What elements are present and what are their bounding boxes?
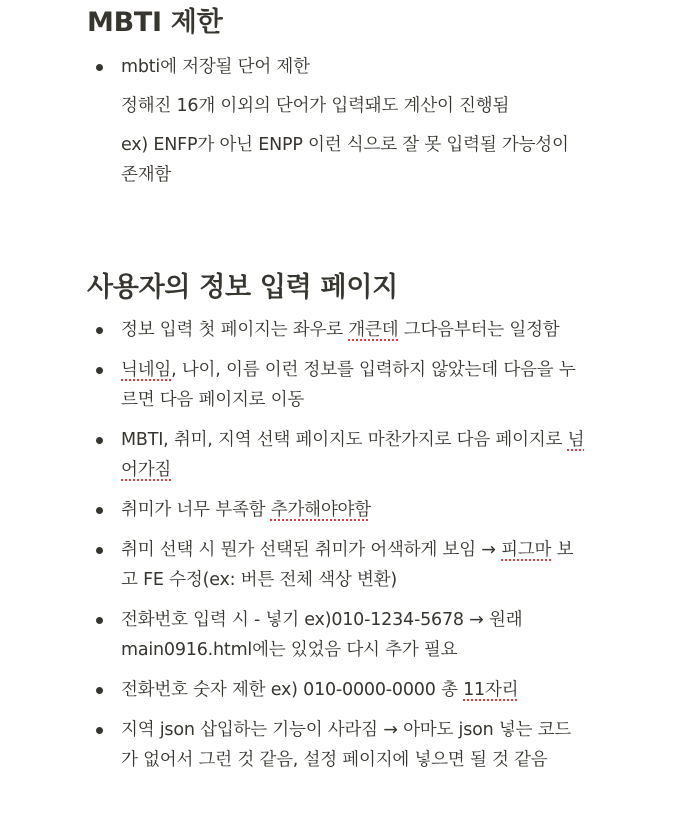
bullet-dot-icon (96, 437, 103, 444)
list-item[interactable] (87, 52, 587, 190)
text-run: 그다음부터는 일정함 (398, 320, 560, 340)
text-run: 전화번호 숫자 제한 ex) 010-0000-0000 총 (121, 680, 464, 700)
text-run: MBTI, 취미, 지역 선택 페이지도 마찬가지로 다음 페이지로 (121, 430, 568, 450)
spellcheck-flagged-word: 넘어가짐 (121, 430, 585, 480)
text-run: , 나이, 이름 이런 정보를 입력하지 않았는데 다음을 누르면 다음 페이지로 이동 (121, 360, 576, 410)
bullet-dot-icon (96, 687, 103, 694)
bullet-dot-icon (96, 617, 103, 624)
bullet-dot-icon (96, 507, 103, 514)
bullet-dot-icon (96, 367, 103, 374)
text-run: 정보 입력 첫 페이지는 좌우로 (121, 320, 349, 340)
list-item-continuation: 정해진 16개 이외의 단어가 입력돼도 계산이 진행됨 (121, 96, 510, 116)
list-item-text: mbti에 저장될 단어 제한 (121, 57, 310, 77)
list-item[interactable] (87, 535, 587, 595)
bullet-dot-icon (96, 547, 103, 554)
spellcheck-flagged-word: 개큰데 (348, 320, 399, 340)
mbti-bullet-list (87, 52, 587, 190)
list-item-continuation: ex) ENFP가 아닌 ENPP 이런 식으로 잘 못 입력될 가능성이 존재함 (121, 135, 569, 185)
text-run: 지역 json 삽입하는 기능이 사라짐 → 아마도 json 넣는 코드가 없어서 그런 것 같음, 설정 페이지에 넣으면 될 것 같음 (121, 720, 572, 770)
spellcheck-flagged-word: 추가해야야함 (270, 500, 371, 520)
list-item[interactable] (87, 605, 587, 665)
bullet-dot-icon (96, 64, 103, 71)
list-item[interactable] (87, 675, 587, 705)
bullet-dot-icon (96, 327, 103, 334)
user-info-bullet-list (87, 315, 587, 785)
list-item[interactable] (87, 495, 587, 525)
text-run: 보고 FE 수정(ex: 버튼 전체 색상 변환) (121, 540, 574, 590)
spellcheck-flagged-word: 피그마 (501, 540, 552, 560)
spellcheck-flagged-word: 닉네임 (121, 360, 172, 380)
list-item[interactable] (87, 315, 587, 345)
list-item[interactable] (87, 355, 587, 415)
list-item[interactable] (87, 715, 587, 775)
section-heading-mbti: MBTI 제한 (87, 7, 223, 38)
list-item[interactable] (87, 425, 587, 485)
text-run: 전화번호 입력 시 - 넣기 ex)010-1234-5678 → 원래 main0916.html에는 있었음 다시 추가 필요 (121, 610, 523, 660)
text-run: 취미가 너무 부족함 (121, 500, 271, 520)
text-run: 취미 선택 시 뭔가 선택된 취미가 어색하게 보임 → (121, 540, 502, 560)
spellcheck-flagged-word: 11자리 (463, 680, 519, 700)
bullet-dot-icon (96, 727, 103, 734)
section-heading-user-info: 사용자의 정보 입력 페이지 (87, 272, 398, 303)
